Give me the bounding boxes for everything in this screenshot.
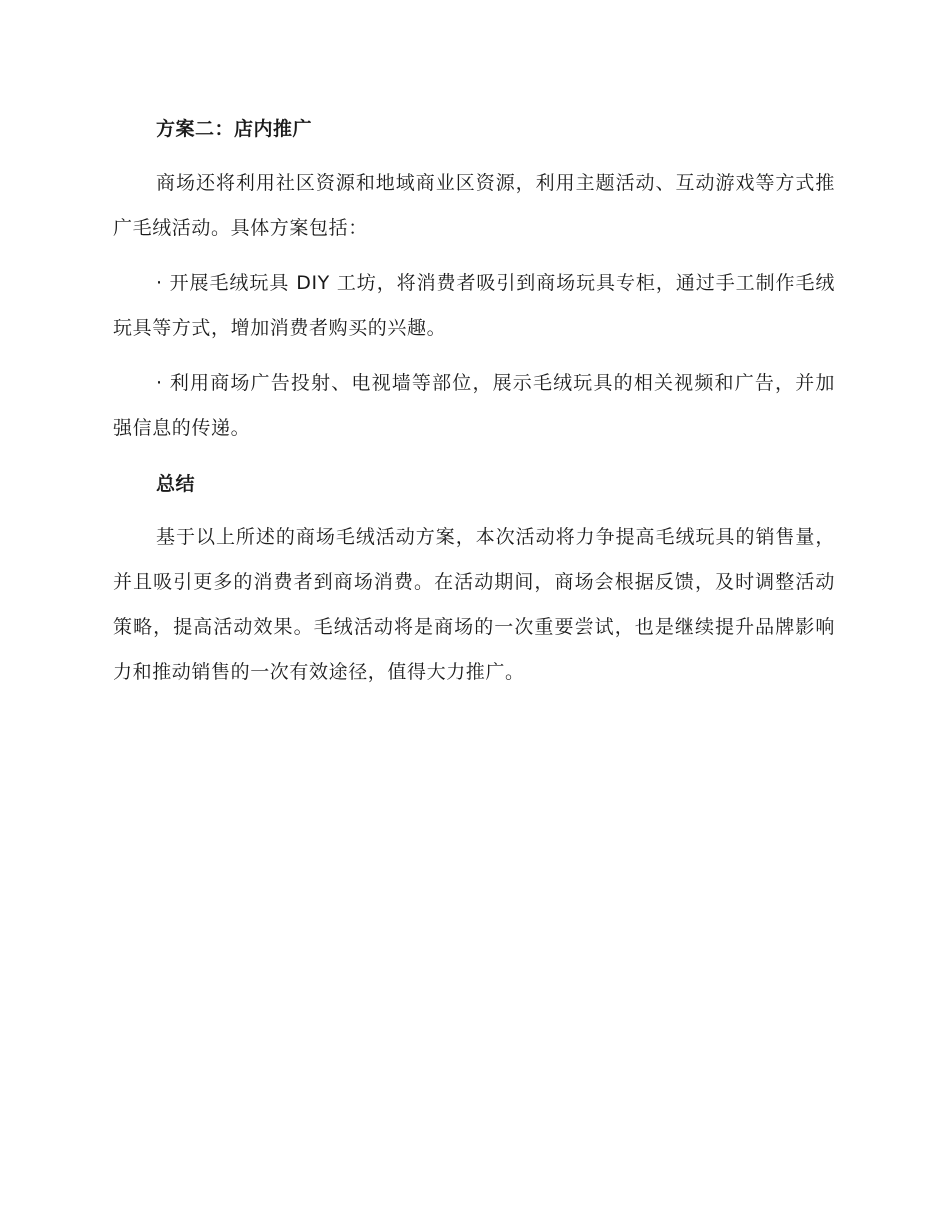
bullet-item-advertising: · 利用商场广告投射、电视墙等部位，展示毛绒玩具的相关视频和广告，并加强信息的传递。 [113, 372, 835, 439]
section-heading-plan2: 方案二：店内推广 [156, 118, 313, 140]
summary-paragraph: 基于以上所述的商场毛绒活动方案，本次活动将力争提高毛绒玩具的销售量，并且吸引更多的消费者到商场消费。在活动期间，商场会根据反馈，及时调整活动策略，提高活动效果。毛绒活动将是商场的一次重要尝试，也是继续提升品牌影响力和推动销售的一次有效途径，值得大力推广。 [113, 526, 835, 683]
document-body [113, 108, 835, 695]
bullet-item-diy-workshop: · 开展毛绒玩具 DIY 工坊，将消费者吸引到商场玩具专柜，通过手工制作毛绒玩具等方式，增加消费者购买的兴趣。 [113, 272, 835, 339]
section-heading-summary: 总结 [156, 473, 196, 495]
intro-paragraph: 商场还将利用社区资源和地域商业区资源，利用主题活动、互动游戏等方式推广毛绒活动。具体方案包括： [113, 172, 835, 239]
